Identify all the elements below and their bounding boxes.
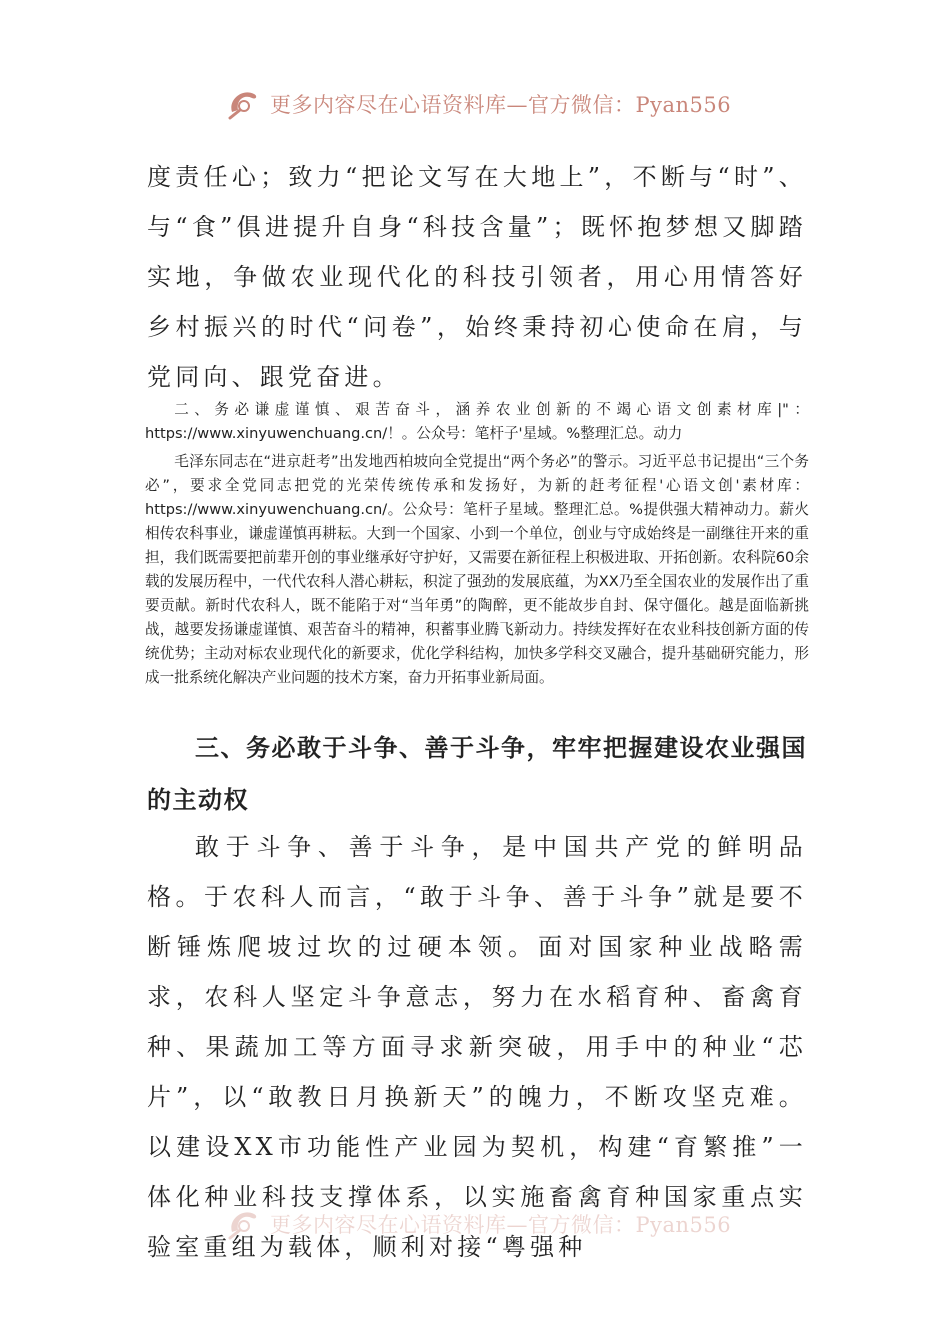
header-text: 更多内容尽在心语资料库—官方微信：Pyan556 — [270, 93, 732, 117]
brush-logo-icon — [226, 86, 262, 122]
paragraph-continued: 度责任心；致力“把论文写在大地上”，不断与“时”、与“食”俱进提升自身“科技含量”；既怀抱梦想又脚踏实地，争做农业现代化的科技引领者，用心用情答好乡村振兴的时代“问卷”，始终秉持初心使命在肩，与党同向、跟党奋进。 — [147, 163, 807, 391]
footer-text: 更多内容尽在心语资料库—官方微信：Pyan556 — [270, 1213, 732, 1237]
brush-logo-icon — [226, 1206, 262, 1242]
section-2-body-paragraph: 毛泽东同志在“进京赶考”出发地西柏坡向全党提出“两个务必”的警示。习近平总书记提出“三个务必”，要求全党同志把党的光荣传统传承和发扬好，为新的赶考征程'心语文创'素材库：https://www.xinyuwenchuang.cn/。公众号：笔杆子星域。整理汇总。%提供强大精神动力。薪火相传农科事业，谦虚谨慎再耕耘。大到一个国家、小到一个单位，创业与守成始终是一副继往开来的重担，我们既需要把前辈开创的事业继承好守护好，又需要在新征程上积极进取、开拓创新。农科院60余载的发展历程中，一代代农科人潜心耕耘，积淀了强劲的发展底蕴，为XX乃至全国农业的发展作出了重要贡献。新时代农科人，既不能陷于对“当年勇”的陶醉，更不能故步自封、保守僵化。越是面临新挑战，越要发扬谦虚谨慎、艰苦奋斗的精神，积蓄事业腾飞新动力。持续发挥好在农业科技创新方面的传统优势；主动对标农业现代化的新要求，优化学科结构，加快多学科交叉融合，提升基础研究能力，形成一批系统化解决产业问题的技术方案，奋力开拓事业新局面。 — [145, 453, 809, 686]
watermark-footer — [226, 1204, 731, 1244]
section-3-heading: 三、务必敢于斗争、善于斗争，牢牢把握建设农业强国的主动权 — [147, 734, 807, 814]
watermark-header — [226, 84, 731, 124]
section-3-body-paragraph: 敢于斗争、善于斗争，是中国共产党的鲜明品格。于农科人而言，“敢于斗争、善于斗争”就是要不断锤炼爬坡过坎的过硬本领。面对国家种业战略需求，农科人坚定斗争意志，努力在水稻育种、畜禽育种、果蔬加工等方面寻求新突破，用手中的种业“芯片”，以“敢教日月换新天”的魄力，不断攻坚克难。以建设XX市功能性产业园为契机，构建“育繁推”一体化种业科技支撑体系，以实施畜禽育种国家重点实验室重组为载体，顺利对接“粤强种 — [147, 833, 807, 1261]
section-2-heading-paragraph: 二、务必谦虚谨慎、艰苦奋斗，涵养农业创新的不竭心语文创素材库|"：https://www.xinyuwenchuang.cn/！。公众号：笔杆子'星域。%整理汇总。动力 — [145, 401, 809, 442]
